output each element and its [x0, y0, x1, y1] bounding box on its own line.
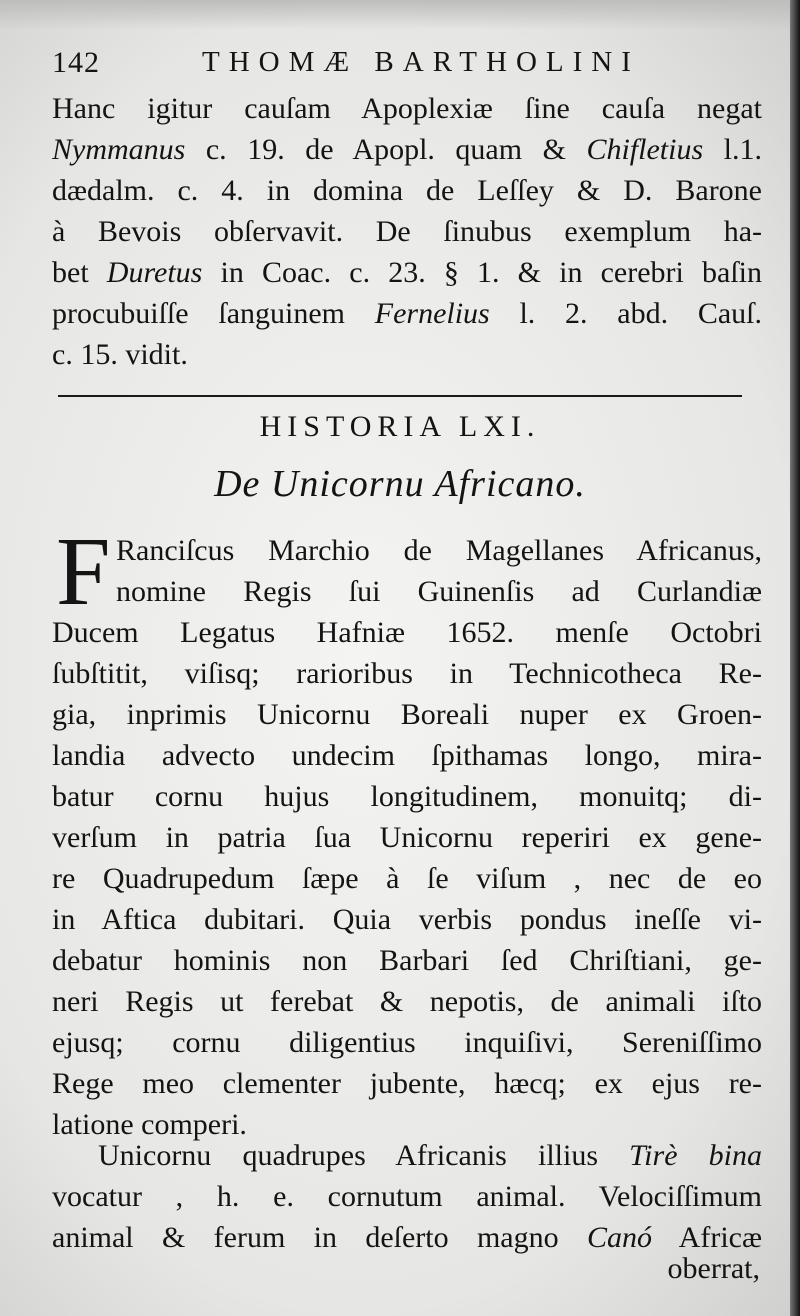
text-segment: procubuiſſe ſanguinem — [52, 297, 375, 330]
text-line: ſubſtitit, viſisq; rarioribus in Technicotheca Re- — [52, 657, 762, 690]
text-segment: Unicornu quadrupes Africanis illius — [98, 1139, 630, 1172]
text-line: Ducem Legatus Hafniæ 1652. menſe Octobri — [52, 616, 762, 649]
page-header — [52, 42, 752, 86]
section-title: HISTORIA LXI. — [259, 410, 541, 443]
text-line: verſum in patria ſua Unicornu reperiri ex gene- — [52, 821, 762, 854]
page-number: 142 — [52, 46, 100, 79]
text-line — [52, 293, 762, 334]
text-segment: l. 2. abd. Cauſ. — [489, 297, 762, 330]
text-line: neri Regis ut ferebat & nepotis, de animali iſto — [52, 985, 762, 1018]
text-line: debatur hominis non Barbari ſed Chriſtiani, ge- — [52, 944, 762, 977]
author-name: Fernelius — [374, 297, 490, 330]
author-name: Nymmanus — [52, 133, 186, 166]
text-line: à Bevois obſervavit. De ſinubus exemplum ha- — [52, 215, 762, 248]
text-segment: in Coac. c. 23. § 1. & in cerebri baſin — [202, 256, 762, 289]
page-gutter-shadow — [790, 0, 800, 1316]
place-name: Canó — [586, 1221, 652, 1254]
drop-cap: F — [56, 518, 111, 626]
text-line — [52, 129, 762, 170]
section-rule — [58, 395, 742, 397]
page-top-shadow — [0, 0, 800, 30]
text-segment: c. 19. de Apopl. quam & — [185, 133, 587, 166]
running-head: THOMÆ BARTHOLINI — [202, 46, 640, 78]
text-line: gia, inprimis Unicornu Boreali nuper ex Groen- — [52, 698, 762, 731]
text-segment: animal & ferum in deſerto magno — [52, 1221, 587, 1254]
text-line: vocatur , h. e. cornutum animal. Velociſſimum — [52, 1180, 762, 1213]
text-line: Hanc igitur cauſam Apoplexiæ ſine cauſa negat — [52, 92, 762, 125]
text-line: c. 15. vidit. — [52, 338, 188, 371]
catchword: oberrat, — [667, 1252, 760, 1285]
text-line: nomine Regis ſui Guinenſis ad Curlandiæ — [116, 575, 762, 608]
text-line: Rege meo clementer jubente, hæcq; ex ejus re- — [52, 1067, 762, 1100]
text-line: in Aftica dubitari. Quia verbis pondus ineſſe vi- — [52, 903, 762, 936]
text-line: re Quadrupedum ſæpe à ſe viſum , nec de eo — [52, 862, 762, 895]
text-line: batur cornu hujus longitudinem, monuitq; di- — [52, 780, 762, 813]
text-line: dædalm. c. 4. in domina de Leſſey & D. Barone — [52, 174, 762, 207]
author-name: Chifletius — [586, 133, 704, 166]
text-line: Ranciſcus Marchio de Magellanes Africanus, — [116, 534, 762, 567]
text-line: latione comperi. — [52, 1108, 247, 1141]
author-name: Duretus — [106, 256, 203, 289]
text-line: landia advecto undecim ſpithamas longo, mira- — [52, 739, 762, 772]
text-line — [52, 252, 762, 293]
text-line — [98, 1135, 762, 1176]
text-segment: bet — [52, 256, 107, 289]
text-segment: Africæ — [651, 1221, 762, 1254]
section-subtitle: De Unicornu Africano. — [214, 463, 586, 505]
native-name: Tirè bina — [629, 1139, 762, 1172]
text-segment: l.1. — [703, 133, 762, 166]
text-line: ejusq; cornu diligentius inquiſivi, Sereniſſimo — [52, 1026, 762, 1059]
